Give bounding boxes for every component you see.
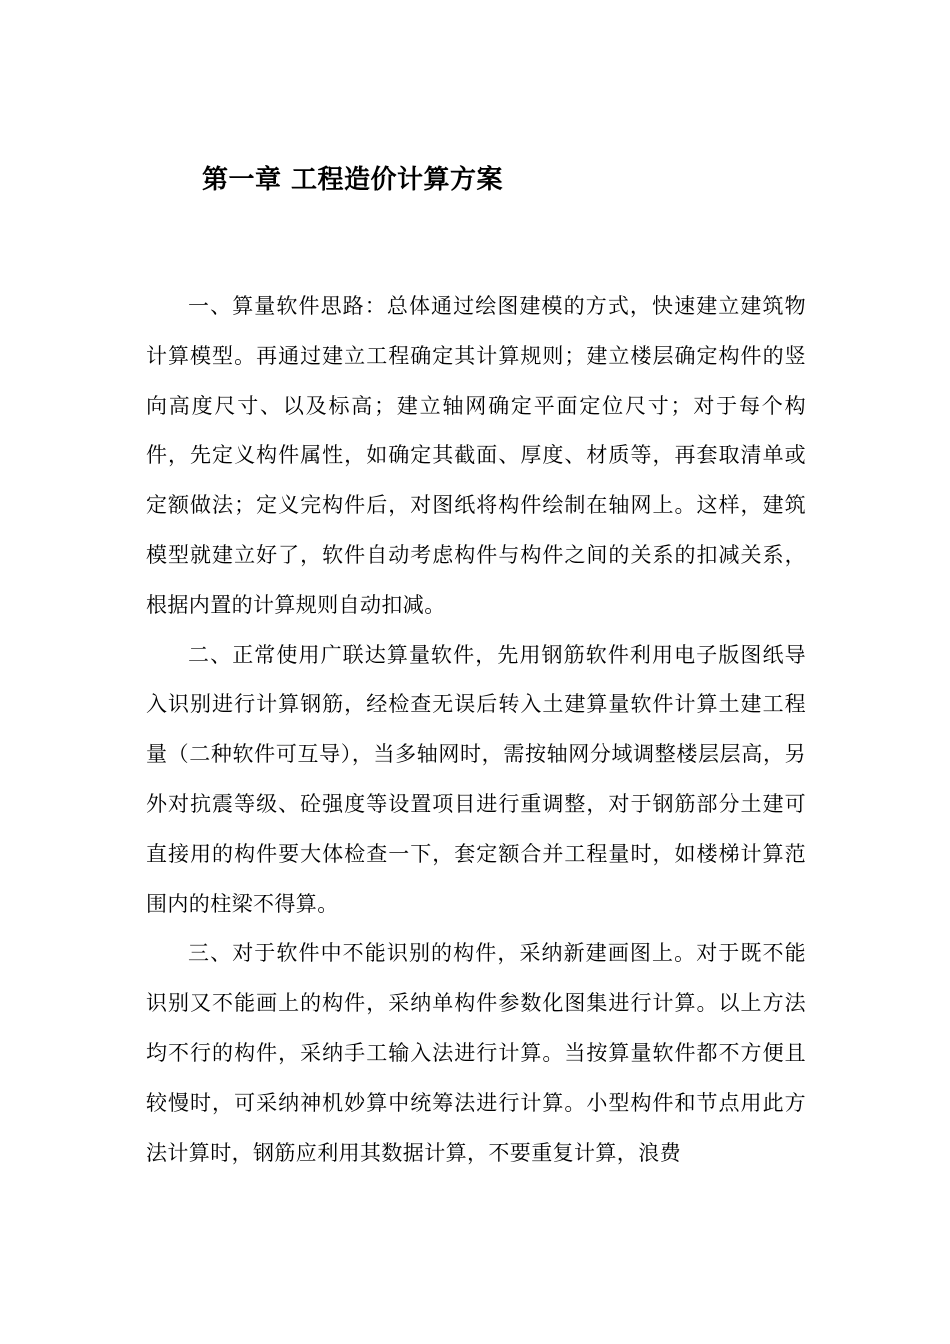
document-body xyxy=(146,282,806,1178)
paragraph-1: 一、算量软件思路：总体通过绘图建模的方式，快速建立建筑物计算模型。再通过建立工程确定其计算规则；建立楼层确定构件的竖向高度尺寸、以及标高；建立轴网确定平面定位尺寸；对于每个构件，先定义构件属性，如确定其截面、厚度、材质等，再套取清单或定额做法；定义完构件后，对图纸将构件绘制在轴网上。这样，建筑模型就建立好了，软件自动考虑构件与构件之间的关系的扣减关系，根据内置的计算规则自动扣减。 xyxy=(146,294,806,617)
paragraph-3: 三、对于软件中不能识别的构件，采纳新建画图上。对于既不能识别又不能画上的构件，采纳单构件参数化图集进行计算。以上方法均不行的构件，采纳手工输入法进行计算。当按算量软件都不方便且较慢时，可采纳神机妙算中统筹法进行计算。小型构件和节点用此方法计算时，钢筋应利用其数据计算，不要重复计算，浪费 xyxy=(146,941,806,1165)
chapter-title: 第一章 工程造价计算方案 xyxy=(202,165,504,195)
paragraph-2: 二、正常使用广联达算量软件，先用钢筋软件利用电子版图纸导入识别进行计算钢筋，经检查无误后转入土建算量软件计算土建工程量（二种软件可互导），当多轴网时，需按轴网分域调整楼层层高，另外对抗震等级、砼强度等设置项目进行重调整，对于钢筋部分土建可直接用的构件要大体检查一下，套定额合并工程量时，如楼梯计算范围内的柱梁不得算。 xyxy=(146,642,806,916)
